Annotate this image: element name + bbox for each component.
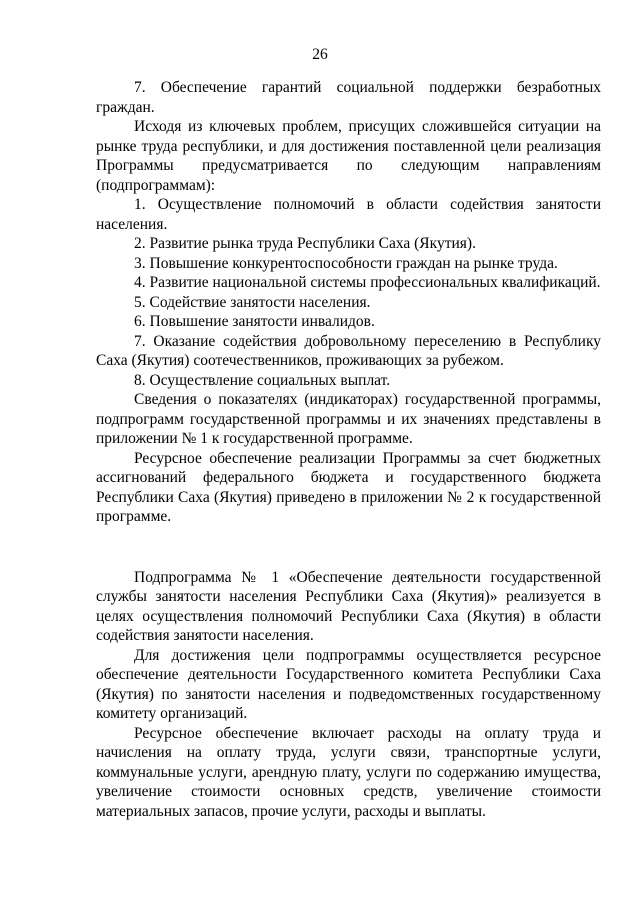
list-item: 5. Содействие занятости населения. (134, 293, 371, 311)
list-item: 1. Осуществление полномочий в области содействия занятости населения. (96, 196, 601, 233)
list-item: 4. Развитие национальной системы профессиональных квалификаций. (134, 274, 601, 291)
paragraph: Сведения о показателях (индикаторах) государственной программы, подпрограмм государственной программы и их значениях представлены в приложении № 1 к государственной программе. (96, 391, 601, 447)
list-item: 2. Развитие рынка труда Республики Саха (Якутия). (134, 235, 476, 252)
paragraph: Подпрограмма № 1 «Обеспечение деятельности государственной службы занятости населения Республики Саха (Якутия)» реализуется в целях осуществления полномочий Республики Саха (Якутия) в области содействия занятости населения. (96, 568, 601, 644)
paragraph: Для достижения цели подпрограммы осуществляется ресурсное обеспечение деятельности Государственного комитета Республики Саха (Якутия) по занятости населения и подведомственных государственному комитету организаций. (96, 646, 601, 722)
list-item: 7. Оказание содействия добровольному переселению в Республику Саха (Якутия) соотечественников, проживающих за рубежом. (96, 332, 601, 369)
section-gap (96, 527, 601, 568)
paragraph: Ресурсное обеспечение включает расходы на оплату труда и начисления на оплату труда, услуги связи, транспортные услуги, коммунальные услуги, арендную плату, услуги по содержанию имущества, увеличение стоимости основных средств, увеличение стоимости материальных запасов, прочие услуги, расходы и выплаты. (96, 724, 601, 820)
list-item: 8. Осуществление социальных выплат. (134, 371, 391, 389)
document-body (96, 78, 601, 821)
page-number: 26 (312, 46, 328, 63)
list-item: 6. Повышение занятости инвалидов. (134, 313, 375, 330)
paragraph: Исходя из ключевых проблем, присущих сложившейся ситуации на рынке труда республики, и для достижения поставленной цели реализация Программы предусматривается по следующим направлениям (подпрограммам): (96, 118, 601, 194)
paragraph: Ресурсное обеспечение реализации Программы за счет бюджетных ассигнований федерального бюджета и государственного бюджета Республики Саха (Якутия) приведено в приложении № 2 к государственной программе. (96, 449, 601, 525)
list-item: 3. Повышение конкурентоспособности граждан на рынке труда. (134, 254, 558, 272)
paragraph: 7. Обеспечение гарантий социальной поддержки безработных граждан. (96, 79, 601, 116)
